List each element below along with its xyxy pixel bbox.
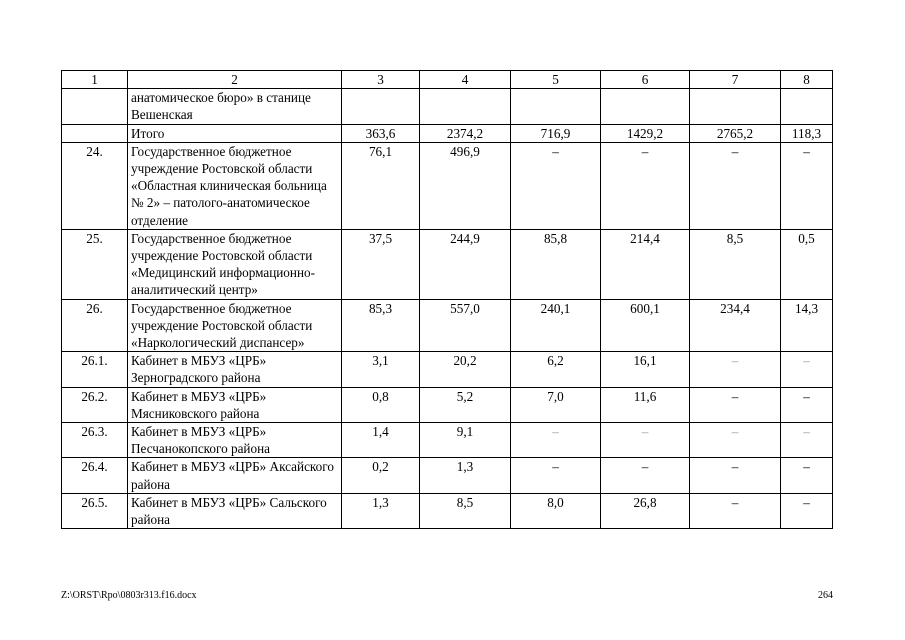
value-cell: –: [511, 423, 601, 458]
value-cell: [601, 89, 690, 124]
data-table: [61, 70, 833, 529]
value-cell: 76,1: [342, 142, 420, 229]
value-cell: –: [781, 493, 833, 528]
value-cell: 1,4: [342, 423, 420, 458]
value-cell: 557,0: [420, 299, 511, 352]
value-cell: –: [781, 352, 833, 387]
value-cell: 20,2: [420, 352, 511, 387]
value-cell: [511, 89, 601, 124]
value-cell: 496,9: [420, 142, 511, 229]
header-cell: 5: [511, 71, 601, 89]
value-cell: 0,5: [781, 229, 833, 299]
row-number: 26.1.: [62, 352, 128, 387]
row-number: 25.: [62, 229, 128, 299]
value-cell: 8,0: [511, 493, 601, 528]
value-cell: 214,4: [601, 229, 690, 299]
value-cell: 2765,2: [690, 124, 781, 142]
value-cell: –: [690, 142, 781, 229]
value-cell: 1,3: [420, 458, 511, 493]
institution-name: Государственное бюджетное учреждение Ростовской области «Областная клиническая больница № 2» – патолого-анатомическое отделение: [128, 142, 342, 229]
value-cell: 8,5: [420, 493, 511, 528]
header-cell: 6: [601, 71, 690, 89]
row-number: [62, 124, 128, 142]
value-cell: 5,2: [420, 387, 511, 422]
value-cell: 26,8: [601, 493, 690, 528]
table-row: [62, 458, 833, 493]
table-row: [62, 299, 833, 352]
value-cell: –: [781, 387, 833, 422]
value-cell: 363,6: [342, 124, 420, 142]
institution-name: Кабинет в МБУЗ «ЦРБ» Зерноградского района: [128, 352, 342, 387]
row-number: 26.5.: [62, 493, 128, 528]
value-cell: 0,8: [342, 387, 420, 422]
value-cell: 2374,2: [420, 124, 511, 142]
header-cell: 1: [62, 71, 128, 89]
header-cell: 8: [781, 71, 833, 89]
footer-file-path: Z:\ORST\Rpo\0803r313.f16.docx: [61, 590, 197, 601]
value-cell: 11,6: [601, 387, 690, 422]
table-row: [62, 352, 833, 387]
value-cell: –: [781, 458, 833, 493]
value-cell: –: [690, 458, 781, 493]
value-cell: 1,3: [342, 493, 420, 528]
institution-name: Государственное бюджетное учреждение Ростовской области «Медицинский информационно-аналитический центр»: [128, 229, 342, 299]
value-cell: 1429,2: [601, 124, 690, 142]
value-cell: 600,1: [601, 299, 690, 352]
row-number: 26.: [62, 299, 128, 352]
table-row: [62, 142, 833, 229]
header-row: [62, 71, 833, 89]
table-row: [62, 229, 833, 299]
value-cell: 716,9: [511, 124, 601, 142]
value-cell: [342, 89, 420, 124]
value-cell: –: [601, 458, 690, 493]
row-number: 26.4.: [62, 458, 128, 493]
institution-name: Государственное бюджетное учреждение Ростовской области «Наркологический диспансер»: [128, 299, 342, 352]
header-cell: 3: [342, 71, 420, 89]
value-cell: 14,3: [781, 299, 833, 352]
table-row: [62, 493, 833, 528]
value-cell: 16,1: [601, 352, 690, 387]
value-cell: 8,5: [690, 229, 781, 299]
row-number: [62, 89, 128, 124]
table-row: [62, 89, 833, 124]
value-cell: 6,2: [511, 352, 601, 387]
institution-name: анатомическое бюро» в станице Вешенская: [128, 89, 342, 124]
institution-name: Кабинет в МБУЗ «ЦРБ» Песчанокопского района: [128, 423, 342, 458]
row-number: 26.3.: [62, 423, 128, 458]
institution-name: Кабинет в МБУЗ «ЦРБ» Мясниковского района: [128, 387, 342, 422]
table-row: [62, 387, 833, 422]
value-cell: –: [781, 142, 833, 229]
value-cell: –: [690, 423, 781, 458]
header-cell: 4: [420, 71, 511, 89]
value-cell: –: [511, 142, 601, 229]
institution-name: Кабинет в МБУЗ «ЦРБ» Аксайского района: [128, 458, 342, 493]
value-cell: –: [690, 352, 781, 387]
table-row: [62, 124, 833, 142]
row-number: 26.2.: [62, 387, 128, 422]
value-cell: 234,4: [690, 299, 781, 352]
value-cell: 37,5: [342, 229, 420, 299]
row-number: 24.: [62, 142, 128, 229]
value-cell: 118,3: [781, 124, 833, 142]
value-cell: 244,9: [420, 229, 511, 299]
value-cell: –: [511, 458, 601, 493]
footer-page-number: 264: [818, 590, 833, 601]
value-cell: 240,1: [511, 299, 601, 352]
value-cell: [420, 89, 511, 124]
value-cell: 9,1: [420, 423, 511, 458]
header-cell: 7: [690, 71, 781, 89]
value-cell: –: [781, 423, 833, 458]
value-cell: –: [601, 142, 690, 229]
value-cell: 0,2: [342, 458, 420, 493]
value-cell: 85,3: [342, 299, 420, 352]
table-row: [62, 423, 833, 458]
value-cell: 3,1: [342, 352, 420, 387]
header-cell: 2: [128, 71, 342, 89]
value-cell: 85,8: [511, 229, 601, 299]
value-cell: 7,0: [511, 387, 601, 422]
institution-name: Кабинет в МБУЗ «ЦРБ» Сальского района: [128, 493, 342, 528]
value-cell: –: [690, 493, 781, 528]
institution-name: Итого: [128, 124, 342, 142]
value-cell: –: [690, 387, 781, 422]
value-cell: [781, 89, 833, 124]
value-cell: [690, 89, 781, 124]
value-cell: –: [601, 423, 690, 458]
